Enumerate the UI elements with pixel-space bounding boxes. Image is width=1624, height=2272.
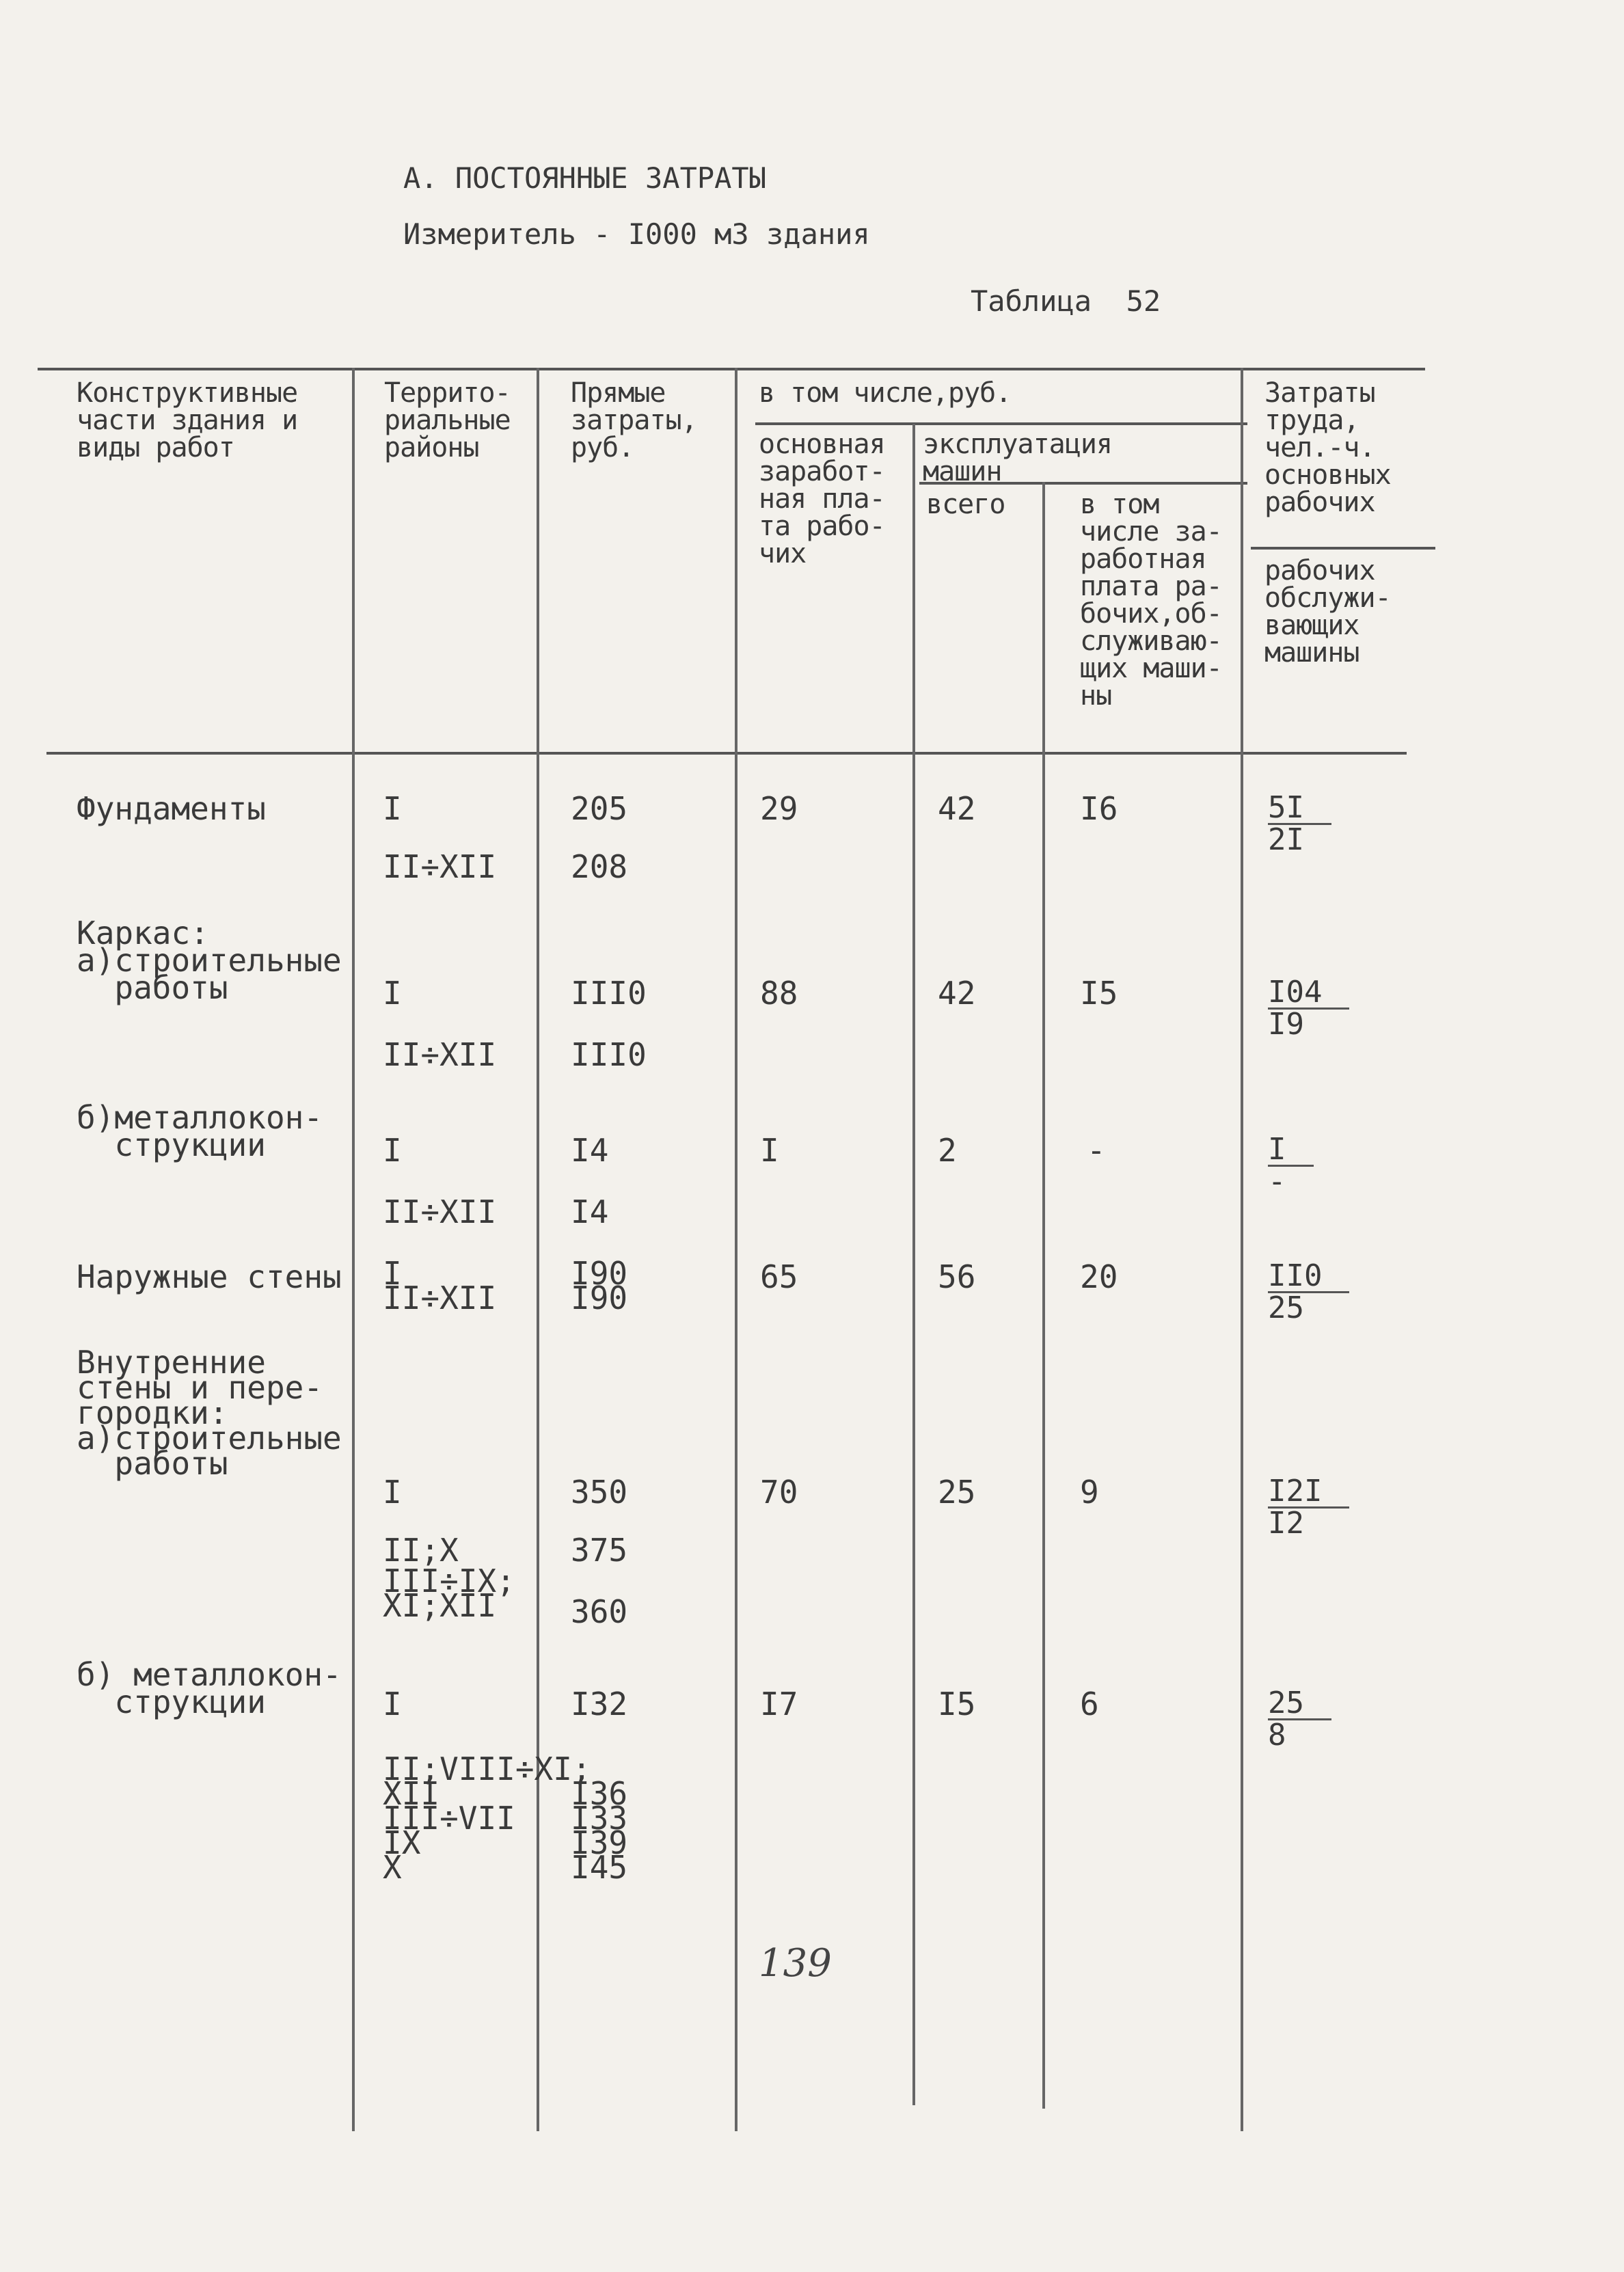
header-incl-group: в том числе,руб. xyxy=(759,377,1012,409)
row-machine-wage: - xyxy=(1087,1132,1106,1169)
header-base-wage: основная заработ- ная пла- та рабо- чих xyxy=(759,429,885,569)
labor-service: I2 xyxy=(1268,1506,1304,1541)
row-name: б)металлокон- струкции xyxy=(77,1099,323,1163)
row-machines: I5 xyxy=(938,1686,976,1722)
header-direct-costs: Прямые затраты, руб. xyxy=(571,377,697,463)
row-direct: 360 xyxy=(571,1593,628,1630)
row-direct: III0 xyxy=(571,975,647,1012)
row-wage: I7 xyxy=(760,1686,798,1722)
row-direct: III0 xyxy=(571,1036,647,1073)
labor-service: 25 xyxy=(1268,1290,1304,1325)
row-labor xyxy=(1268,977,1349,1040)
header-labor-main: Затраты труда, чел.-ч. основных рабочих xyxy=(1264,377,1391,518)
row-machines: 56 xyxy=(938,1258,976,1295)
row-region: II;X xyxy=(383,1532,459,1569)
row-wage: 65 xyxy=(760,1258,798,1295)
row-name: Наружные стены xyxy=(77,1258,342,1295)
page-number: 139 xyxy=(759,1941,832,1986)
labor-service: 2I xyxy=(1268,822,1304,857)
row-direct: I90 I90 xyxy=(571,1255,628,1316)
row-name: б) металлокон- струкции xyxy=(77,1656,342,1720)
labor-main: I xyxy=(1268,1135,1314,1167)
row-region: I II÷XII xyxy=(383,1255,497,1316)
row-region: III÷IX; XI;XII xyxy=(383,1563,515,1624)
row-labor xyxy=(1268,1686,1331,1753)
row-machine-wage: I6 xyxy=(1080,790,1118,827)
row-direct: I36 I33 I39 I45 xyxy=(571,1775,628,1886)
row-machines: 2 xyxy=(938,1132,957,1169)
row-machines: 42 xyxy=(938,975,976,1012)
col-rule-5 xyxy=(1042,482,1045,2109)
section-title: А. ПОСТОЯННЫЕ ЗАТРАТЫ xyxy=(403,161,767,195)
row-direct: 208 xyxy=(571,848,628,885)
labor-service: 8 xyxy=(1268,1718,1286,1753)
row-labor xyxy=(1268,1476,1349,1539)
col-rule-3 xyxy=(735,368,737,2131)
row-wage: 70 xyxy=(760,1474,798,1511)
row-machines: 42 xyxy=(938,790,976,827)
row-direct: 205 xyxy=(571,790,628,827)
header-labor-service: рабочих обслужи- вающих машины xyxy=(1264,555,1391,668)
header-regions: Террито- риальные районы xyxy=(384,377,511,463)
labor-service: I9 xyxy=(1268,1007,1304,1042)
labor-main: I2I xyxy=(1268,1476,1349,1509)
row-direct: I4 xyxy=(571,1132,609,1169)
row-wage: 29 xyxy=(760,790,798,827)
row-region: I xyxy=(383,1474,402,1511)
row-machine-wage: I5 xyxy=(1080,975,1118,1012)
row-direct: I4 xyxy=(571,1193,609,1230)
labor-main: 5I xyxy=(1268,793,1331,825)
header-machines-total: всего xyxy=(926,489,1005,520)
row-machine-wage: 6 xyxy=(1080,1686,1099,1722)
header-parts: Конструктивные части здания и виды работ xyxy=(77,377,298,463)
col-rule-1 xyxy=(352,368,355,2131)
row-machine-wage: 9 xyxy=(1080,1474,1099,1511)
labor-service: - xyxy=(1268,1164,1286,1199)
row-region: II÷XII xyxy=(383,848,497,885)
header-machines-group: эксплуатация машин xyxy=(923,429,1112,487)
row-region: I xyxy=(383,975,402,1012)
row-name: Каркас: а)строительные работы xyxy=(77,915,342,1006)
labor-main: II0 xyxy=(1268,1261,1349,1293)
row-labor xyxy=(1268,1258,1349,1325)
row-name: Внутренние стены и пере- городки: а)строительные работы xyxy=(77,1344,342,1482)
row-name: Фундаменты xyxy=(77,790,266,827)
row-machines: 25 xyxy=(938,1474,976,1511)
row-region: I xyxy=(383,790,402,827)
row-direct: I32 xyxy=(571,1686,628,1722)
col-rule-4 xyxy=(912,424,915,2105)
group-rule-wage xyxy=(755,422,1247,425)
row-labor xyxy=(1268,1132,1314,1199)
row-wage: 88 xyxy=(760,975,798,1012)
col-rule-6 xyxy=(1241,368,1243,2131)
header-bottom-rule xyxy=(46,752,1407,755)
table-top-rule xyxy=(38,368,1425,370)
row-region: I xyxy=(383,1132,402,1169)
row-wage: I xyxy=(760,1132,779,1169)
header-machine-wage: в том числе за- работная плата ра- бочих,об- служиваю- щих маши- ны xyxy=(1080,489,1222,712)
row-region: II;VIII÷XI; XII III÷VII IX X xyxy=(383,1750,591,1886)
row-direct: 350 xyxy=(571,1474,628,1511)
measure-unit: Измеритель - I000 м3 здания xyxy=(403,217,870,251)
table-number: Таблица 52 xyxy=(971,284,1161,318)
labor-main: 25 xyxy=(1268,1688,1331,1720)
row-region: I xyxy=(383,1686,402,1722)
row-region: II÷XII xyxy=(383,1036,497,1073)
labor-main: I04 xyxy=(1268,977,1349,1010)
row-region: II÷XII xyxy=(383,1193,497,1230)
row-direct: 375 xyxy=(571,1532,628,1569)
row-machine-wage: 20 xyxy=(1080,1258,1118,1295)
row-labor xyxy=(1268,790,1331,857)
labor-split-rule xyxy=(1251,547,1435,550)
